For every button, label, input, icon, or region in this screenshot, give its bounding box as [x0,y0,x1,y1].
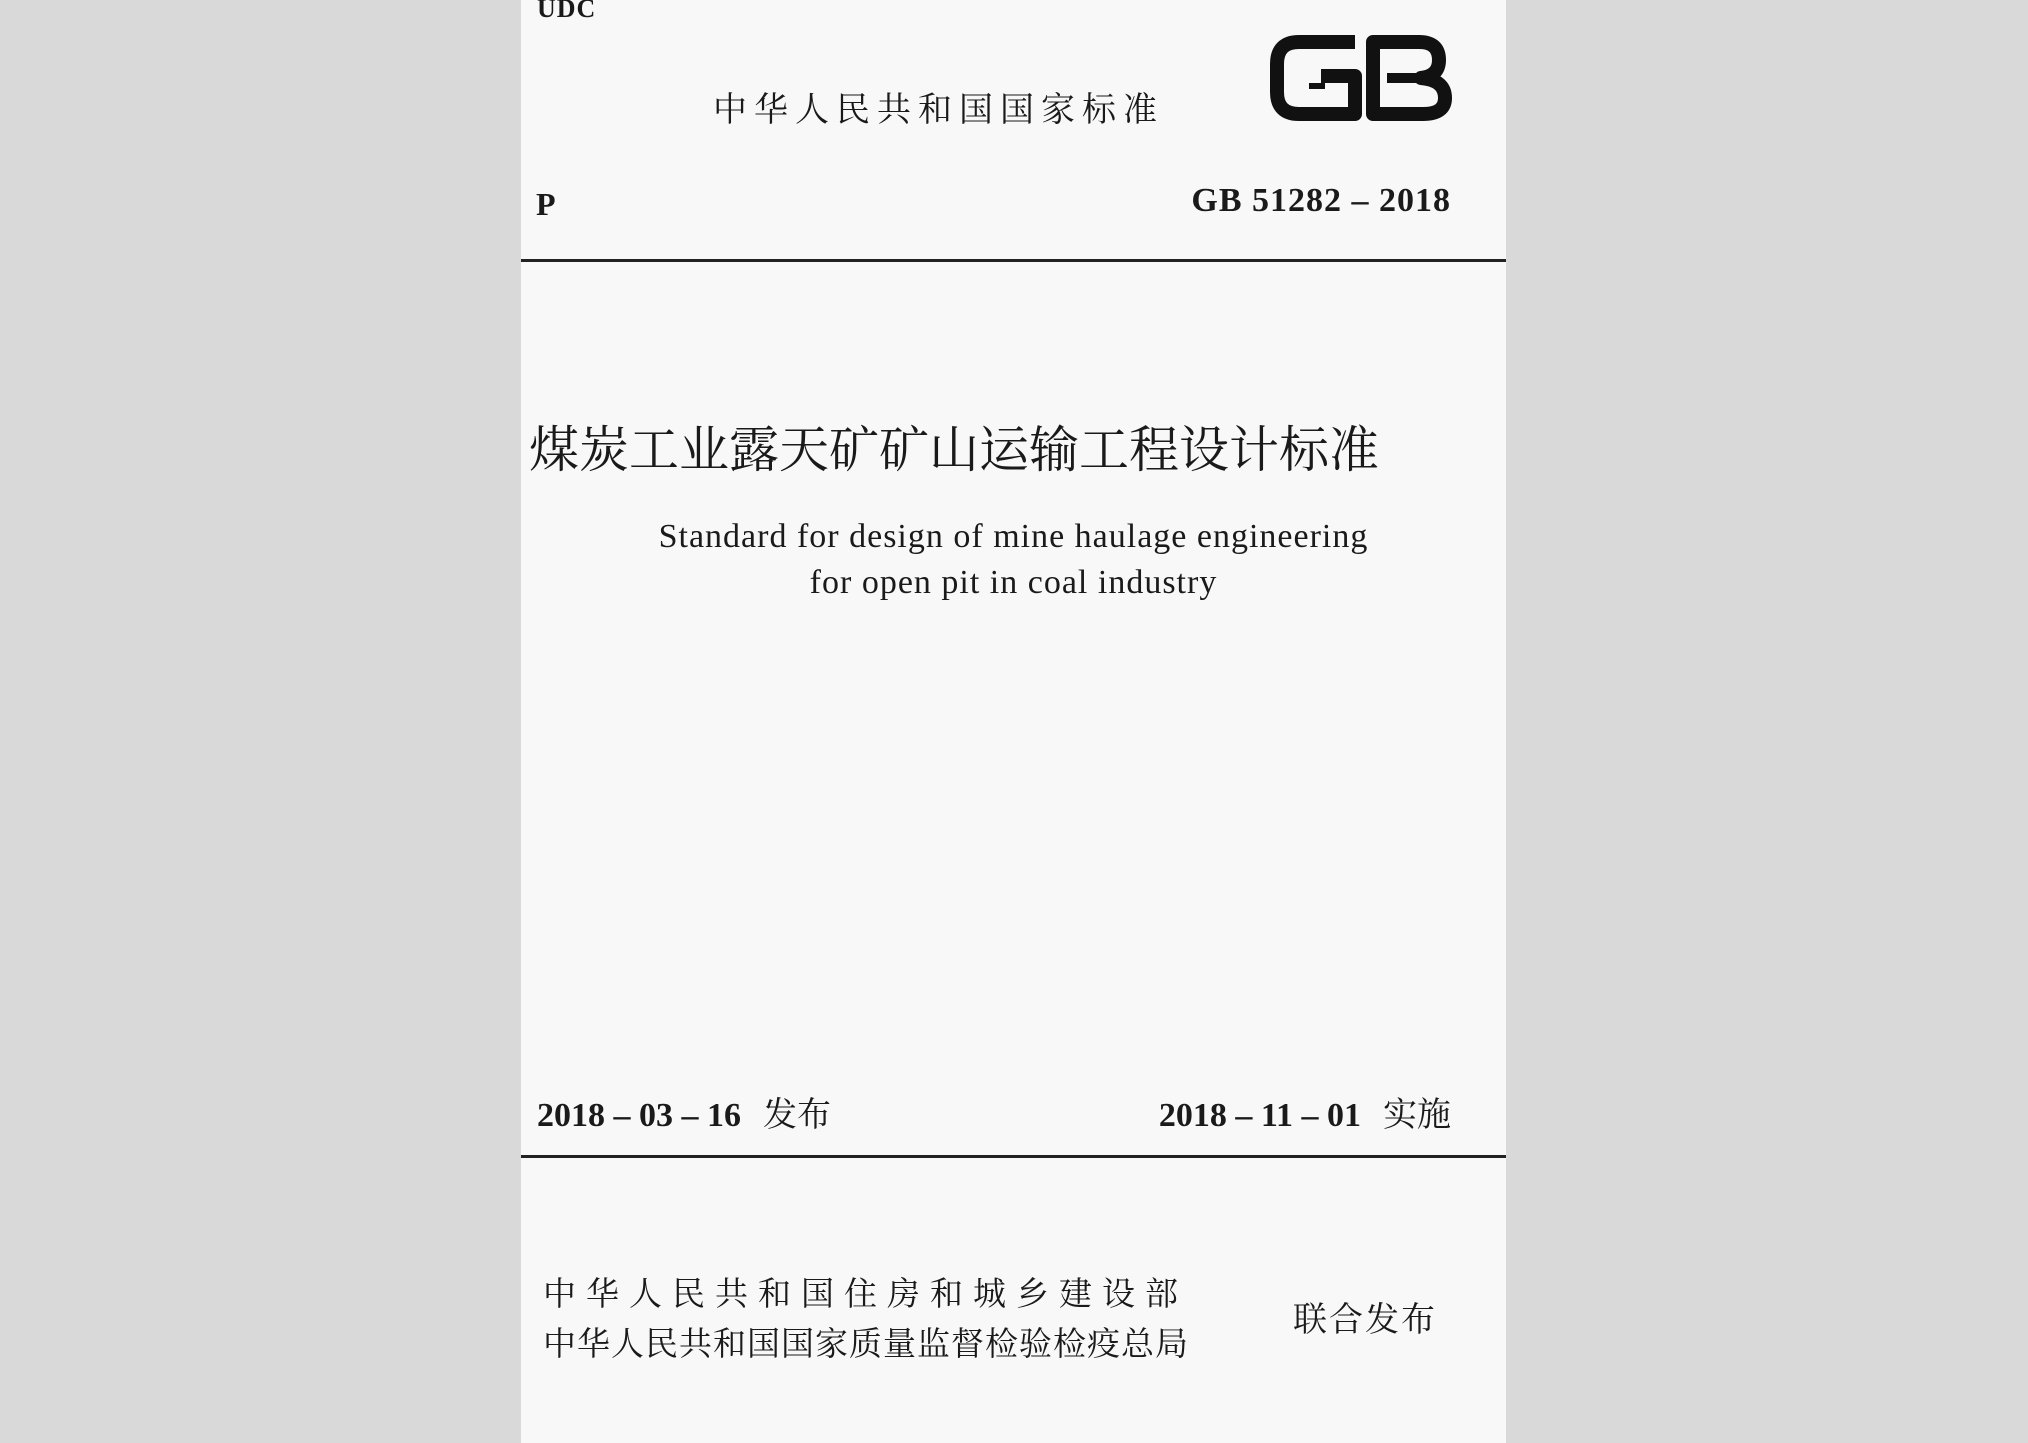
standard-number: GB 51282 – 2018 [1191,182,1451,219]
title-english-line2: for open pit in coal industry [809,564,1218,601]
udc-label: UDC [537,0,597,23]
title-english-line1: Standard for design of mine haulage engineering [658,518,1369,555]
footer-divider [521,1155,1506,1158]
joint-issue-label: 联合发布 [1293,1300,1437,1340]
title-english [521,514,1506,606]
issue-date-row [537,1087,831,1136]
header-divider [521,259,1506,262]
title-chinese: 煤炭工业露天矿矿山运输工程设计标准 [529,421,1379,479]
issuer-ministry-housing: 中华人民共和国住房和城乡建设部 [543,1274,1188,1313]
issuer-quality-supervision: 中华人民共和国国家质量监督检验检疫总局 [543,1324,1189,1363]
issue-date: 2018 – 03 – 16 [537,1097,741,1134]
document-page [521,0,1506,1443]
national-standard-title: 中华人民共和国国家标准 [713,90,1164,130]
implementation-date-row [1159,1087,1451,1136]
gb-logo-icon [1269,28,1455,128]
implementation-date: 2018 – 11 – 01 [1158,1097,1361,1134]
implementation-label: 实施 [1383,1095,1451,1135]
issue-label: 发布 [763,1095,831,1135]
category-code: P [536,186,556,222]
